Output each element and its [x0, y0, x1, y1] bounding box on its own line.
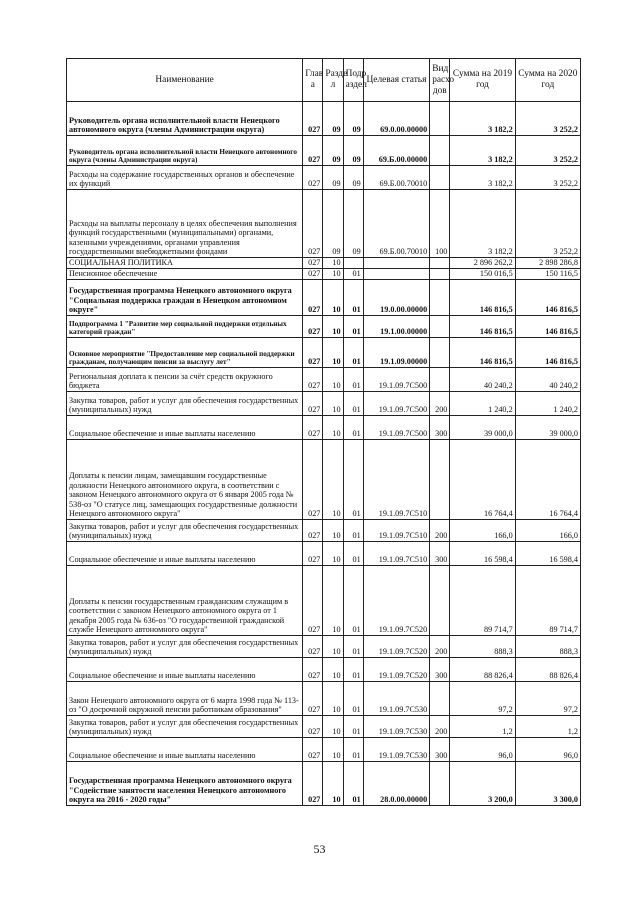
cell-sum2020: 3 252,2	[515, 166, 580, 190]
cell-podrazdel: 01	[343, 368, 363, 392]
cell-target: 28.0.00.00000	[363, 762, 429, 806]
cell-sum2019: 150 016,5	[450, 269, 515, 280]
cell-target: 19.1.09.7C510	[363, 542, 429, 566]
cell-name: Расходы на выплаты персоналу в целях обеспечения выполнения функций государственными (муниципальными) органами, казенными учреждениями, органами управления государственными внебюджетными фондами	[67, 190, 303, 258]
cell-target: 19.1.09.7C510	[363, 520, 429, 542]
cell-name: Закупка товаров, работ и услуг для обеспечения государственных (муниципальных) нужд	[67, 636, 303, 658]
table-row	[67, 416, 581, 440]
cell-name: Социальное обеспечение и иные выплаты населению	[67, 416, 303, 440]
cell-target: 19.1.09.7C520	[363, 566, 429, 636]
cell-podrazdel: 01	[343, 316, 363, 338]
cell-vid	[430, 316, 450, 338]
cell-sum2019: 1,2	[450, 716, 515, 738]
table-row	[67, 738, 581, 762]
cell-razdel: 10	[323, 566, 343, 636]
cell-podrazdel: 01	[343, 269, 363, 280]
cell-podrazdel: 01	[343, 280, 363, 316]
cell-name: Закупка товаров, работ и услуг для обеспечения государственных (муниципальных) нужд	[67, 392, 303, 416]
cell-name: Руководитель органа исполнительной власти Ненецкого автономного округа (члены Администрации округа)	[67, 102, 303, 136]
cell-sum2019: 3 182,2	[450, 190, 515, 258]
cell-target: 19.1.09.7C520	[363, 658, 429, 682]
cell-glava: 027	[303, 636, 323, 658]
table-row	[67, 316, 581, 338]
cell-glava: 027	[303, 392, 323, 416]
table-row	[67, 190, 581, 258]
cell-razdel: 10	[323, 440, 343, 520]
cell-target: 19.1.09.00000	[363, 338, 429, 368]
cell-sum2020: 97,2	[515, 682, 580, 716]
cell-target: 69.Б.00.70010	[363, 190, 429, 258]
budget-table	[66, 58, 581, 806]
cell-razdel: 09	[323, 190, 343, 258]
cell-sum2020: 146 816,5	[515, 316, 580, 338]
cell-vid	[430, 269, 450, 280]
cell-podrazdel: 01	[343, 542, 363, 566]
cell-sum2020: 40 240,2	[515, 368, 580, 392]
cell-sum2019: 16 764,4	[450, 440, 515, 520]
cell-sum2019: 3 182,2	[450, 166, 515, 190]
cell-vid	[430, 280, 450, 316]
cell-podrazdel: 01	[343, 658, 363, 682]
cell-razdel: 10	[323, 542, 343, 566]
cell-sum2019: 88 826,4	[450, 658, 515, 682]
cell-name: Расходы на содержание государственных органов и обеспечение их функций	[67, 166, 303, 190]
cell-name: Государственная программа Ненецкого автономного округа "Содействие занятости населения Ненецкого автономного округа на 2016 - 2020 годы"	[67, 762, 303, 806]
table-row	[67, 682, 581, 716]
cell-name: Пенсионное обеспечение	[67, 269, 303, 280]
cell-glava: 027	[303, 440, 323, 520]
cell-target	[363, 269, 429, 280]
cell-vid	[430, 566, 450, 636]
cell-sum2020: 16 764,4	[515, 440, 580, 520]
cell-sum2020: 16 598,4	[515, 542, 580, 566]
cell-podrazdel: 01	[343, 636, 363, 658]
cell-target: 69.0.00.00000	[363, 102, 429, 136]
cell-podrazdel: 01	[343, 682, 363, 716]
cell-name: Закупка товаров, работ и услуг для обеспечения государственных (муниципальных) нужд	[67, 716, 303, 738]
header-target: Целевая статья	[363, 59, 429, 102]
cell-sum2019: 146 816,5	[450, 316, 515, 338]
cell-podrazdel: 09	[343, 136, 363, 166]
cell-vid: 300	[430, 542, 450, 566]
header-name: Наименование	[67, 59, 303, 102]
cell-name: Государственная программа Ненецкого автономного округа "Социальная поддержка граждан в Ненецком автономном округе"	[67, 280, 303, 316]
cell-razdel: 09	[323, 136, 343, 166]
cell-razdel: 10	[323, 416, 343, 440]
cell-razdel: 10	[323, 738, 343, 762]
cell-vid: 200	[430, 520, 450, 542]
cell-sum2019: 3 182,2	[450, 102, 515, 136]
cell-target: 19.1.09.7C530	[363, 738, 429, 762]
cell-name: Социальное обеспечение и иные выплаты населению	[67, 542, 303, 566]
cell-podrazdel: 01	[343, 440, 363, 520]
cell-sum2019: 166,0	[450, 520, 515, 542]
cell-razdel: 10	[323, 269, 343, 280]
table-row	[67, 542, 581, 566]
cell-sum2020: 3 252,2	[515, 102, 580, 136]
cell-podrazdel: 01	[343, 716, 363, 738]
table-row	[67, 762, 581, 806]
cell-glava: 027	[303, 316, 323, 338]
cell-vid	[430, 682, 450, 716]
cell-glava: 027	[303, 368, 323, 392]
cell-sum2019: 1 240,2	[450, 392, 515, 416]
cell-name: Социальное обеспечение и иные выплаты населению	[67, 738, 303, 762]
cell-sum2019: 3 182,2	[450, 136, 515, 166]
cell-razdel: 09	[323, 102, 343, 136]
header-sum2020: Сумма на 2020 год	[515, 59, 580, 102]
cell-vid: 200	[430, 636, 450, 658]
cell-vid	[430, 136, 450, 166]
table-row	[67, 102, 581, 136]
table-header-row	[67, 59, 581, 102]
cell-glava: 027	[303, 338, 323, 368]
cell-vid: 200	[430, 716, 450, 738]
cell-target: 69.Б.00.00000	[363, 136, 429, 166]
cell-name: Закупка товаров, работ и услуг для обеспечения государственных (муниципальных) нужд	[67, 520, 303, 542]
cell-podrazdel: 01	[343, 520, 363, 542]
cell-target: 19.1.09.7C500	[363, 392, 429, 416]
cell-sum2020: 150 116,5	[515, 269, 580, 280]
cell-sum2019: 16 598,4	[450, 542, 515, 566]
cell-sum2020: 146 816,5	[515, 280, 580, 316]
cell-sum2019: 3 200,0	[450, 762, 515, 806]
cell-target: 19.0.00.00000	[363, 280, 429, 316]
table-row	[67, 520, 581, 542]
cell-glava: 027	[303, 566, 323, 636]
table-row	[67, 658, 581, 682]
cell-glava: 027	[303, 416, 323, 440]
cell-glava: 027	[303, 190, 323, 258]
cell-sum2019: 40 240,2	[450, 368, 515, 392]
cell-razdel: 10	[323, 716, 343, 738]
cell-podrazdel: 09	[343, 102, 363, 136]
cell-razdel: 10	[323, 520, 343, 542]
cell-glava: 027	[303, 166, 323, 190]
table-row	[67, 280, 581, 316]
cell-podrazdel: 01	[343, 392, 363, 416]
cell-target: 19.1.09.7C530	[363, 716, 429, 738]
cell-name: Подпрограмма 1 "Развитие мер социальной поддержки отдельных категорий граждан"	[67, 316, 303, 338]
cell-name: Основное мероприятие "Предоставление мер социальной поддержки гражданам, получающим пенсии за выслугу лет"	[67, 338, 303, 368]
cell-vid: 300	[430, 738, 450, 762]
cell-podrazdel: 01	[343, 338, 363, 368]
cell-podrazdel: 01	[343, 566, 363, 636]
cell-name: Доплаты к пенсии государственным гражданским служащим в соответствии с законом Ненецкого автономного округа от 1 декабря 2005 года № 636-оз "О государственной гражданской службе Ненецкого автономного округа"	[67, 566, 303, 636]
header-glava: Глав а	[303, 59, 323, 102]
cell-name: СОЦИАЛЬНАЯ ПОЛИТИКА	[67, 258, 303, 269]
cell-name: Региональная доплата к пенсии за счёт средств окружного бюджета	[67, 368, 303, 392]
cell-sum2020: 88 826,4	[515, 658, 580, 682]
table-row	[67, 368, 581, 392]
cell-vid: 300	[430, 658, 450, 682]
table-body	[67, 102, 581, 806]
cell-sum2020: 1,2	[515, 716, 580, 738]
cell-podrazdel	[343, 258, 363, 269]
cell-podrazdel: 09	[343, 190, 363, 258]
cell-glava: 027	[303, 258, 323, 269]
cell-sum2019: 146 816,5	[450, 280, 515, 316]
cell-glava: 027	[303, 280, 323, 316]
header-podrazdel: Подр аздел	[343, 59, 363, 102]
cell-target: 19.1.00.00000	[363, 316, 429, 338]
cell-glava: 027	[303, 542, 323, 566]
cell-vid	[430, 338, 450, 368]
cell-sum2020: 3 252,2	[515, 190, 580, 258]
header-vid: Вид расхо дов	[430, 59, 450, 102]
cell-sum2019: 39 000,0	[450, 416, 515, 440]
cell-vid	[430, 166, 450, 190]
cell-sum2020: 96,0	[515, 738, 580, 762]
cell-vid: 300	[430, 416, 450, 440]
cell-sum2019: 2 896 262,2	[450, 258, 515, 269]
cell-sum2019: 888,3	[450, 636, 515, 658]
table-row	[67, 440, 581, 520]
cell-target: 19.1.09.7C500	[363, 416, 429, 440]
cell-sum2020: 2 898 286,8	[515, 258, 580, 269]
cell-vid	[430, 258, 450, 269]
cell-razdel: 10	[323, 368, 343, 392]
table-row	[67, 136, 581, 166]
cell-podrazdel: 01	[343, 416, 363, 440]
cell-target: 19.1.09.7C520	[363, 636, 429, 658]
cell-podrazdel: 01	[343, 762, 363, 806]
table-row	[67, 258, 581, 269]
cell-target: 19.1.09.7C530	[363, 682, 429, 716]
table-row	[67, 338, 581, 368]
cell-vid	[430, 440, 450, 520]
cell-razdel: 10	[323, 636, 343, 658]
cell-glava: 027	[303, 716, 323, 738]
cell-podrazdel: 09	[343, 166, 363, 190]
cell-vid	[430, 102, 450, 136]
cell-glava: 027	[303, 520, 323, 542]
table-row	[67, 566, 581, 636]
cell-target: 69.Б.00.70010	[363, 166, 429, 190]
cell-sum2020: 3 300,0	[515, 762, 580, 806]
cell-name: Закон Ненецкого автономного округа от 6 марта 1998 года № 113-оз "О досрочной окружной пенсии работникам образования"	[67, 682, 303, 716]
cell-sum2020: 89 714,7	[515, 566, 580, 636]
cell-sum2020: 146 816,5	[515, 338, 580, 368]
cell-sum2020: 1 240,2	[515, 392, 580, 416]
cell-razdel: 09	[323, 166, 343, 190]
cell-razdel: 10	[323, 338, 343, 368]
cell-name: Руководитель органа исполнительной власти Ненецкого автономного округа (члены Администрации округа)	[67, 136, 303, 166]
cell-target: 19.1.09.7C500	[363, 368, 429, 392]
cell-glava: 027	[303, 682, 323, 716]
cell-name: Доплаты к пенсии лицам, замещавшим государственные должности Ненецкого автономного округа, в соответствии с законом Ненецкого автономного округа от 6 января 2005 года № 538-оз "О статусе лиц, замещающих государственные должности Ненецкого автономного округа"	[67, 440, 303, 520]
cell-vid: 100	[430, 190, 450, 258]
cell-razdel: 10	[323, 258, 343, 269]
cell-glava: 027	[303, 762, 323, 806]
cell-target	[363, 258, 429, 269]
page-number: 53	[313, 842, 326, 856]
cell-glava: 027	[303, 136, 323, 166]
cell-sum2020: 3 252,2	[515, 136, 580, 166]
cell-sum2019: 97,2	[450, 682, 515, 716]
header-razdel: Разде л	[323, 59, 343, 102]
table-row	[67, 392, 581, 416]
cell-razdel: 10	[323, 316, 343, 338]
cell-podrazdel: 01	[343, 738, 363, 762]
cell-sum2020: 39 000,0	[515, 416, 580, 440]
cell-glava: 027	[303, 269, 323, 280]
cell-glava: 027	[303, 738, 323, 762]
cell-razdel: 10	[323, 392, 343, 416]
cell-razdel: 10	[323, 682, 343, 716]
table-row	[67, 269, 581, 280]
cell-glava: 027	[303, 102, 323, 136]
cell-sum2019: 146 816,5	[450, 338, 515, 368]
cell-vid: 200	[430, 392, 450, 416]
cell-name: Социальное обеспечение и иные выплаты населению	[67, 658, 303, 682]
table-row	[67, 716, 581, 738]
cell-sum2019: 96,0	[450, 738, 515, 762]
cell-target: 19.1.09.7C510	[363, 440, 429, 520]
cell-razdel: 10	[323, 658, 343, 682]
table-row	[67, 636, 581, 658]
cell-razdel: 10	[323, 762, 343, 806]
header-sum2019: Сумма на 2019 год	[450, 59, 515, 102]
table-row	[67, 166, 581, 190]
cell-sum2020: 888,3	[515, 636, 580, 658]
cell-glava: 027	[303, 658, 323, 682]
cell-vid	[430, 368, 450, 392]
cell-razdel: 10	[323, 280, 343, 316]
cell-sum2020: 166,0	[515, 520, 580, 542]
cell-sum2019: 89 714,7	[450, 566, 515, 636]
cell-vid	[430, 762, 450, 806]
